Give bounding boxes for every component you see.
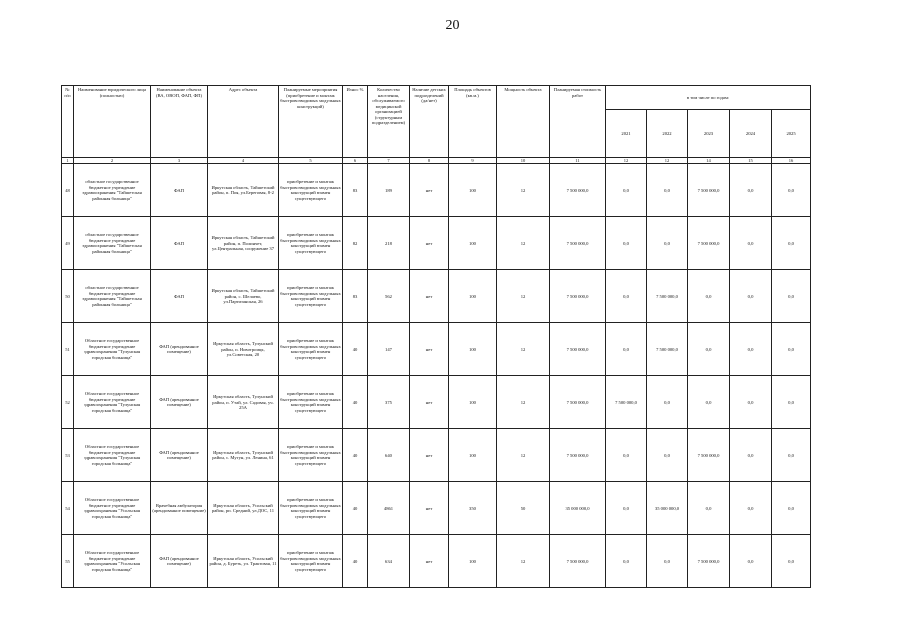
header-year: 2024: [730, 110, 772, 158]
column-number: 12: [606, 158, 647, 164]
cost-cell: 7 500 000,0: [550, 429, 606, 482]
year-2024-cell: 0,0: [730, 164, 772, 217]
area-cell: 100: [449, 535, 497, 588]
year-2024-cell: 0,0: [730, 376, 772, 429]
children-units-cell: нет: [410, 270, 449, 323]
year-2021-cell: 0,0: [606, 429, 647, 482]
row-number: 52: [62, 376, 74, 429]
area-cell: 100: [449, 164, 497, 217]
header-area: Площадь объектов (кв.м.): [449, 86, 497, 158]
organization-cell: Областное государственное бюджетное учреждение здравоохранения "Тулунская городская больница": [74, 323, 151, 376]
wear-cell: 40: [343, 482, 368, 535]
cost-cell: 7 500 000,0: [550, 217, 606, 270]
table-row: [62, 323, 811, 376]
population-cell: 218: [368, 217, 410, 270]
year-2023-cell: 0,0: [688, 376, 730, 429]
wear-cell: 82: [343, 217, 368, 270]
year-2022-cell: 0,0: [647, 164, 688, 217]
population-cell: 147: [368, 323, 410, 376]
year-2022-cell: 0,0: [647, 535, 688, 588]
year-2025-cell: 0,0: [772, 217, 811, 270]
address-cell: Иркутская область, Тайшетский район, с. Шелаево, ул.Партизанская, 26: [208, 270, 279, 323]
area-cell: 100: [449, 217, 497, 270]
row-number: 51: [62, 323, 74, 376]
year-2023-cell: 0,0: [688, 482, 730, 535]
object-name-cell: ФАП: [151, 164, 208, 217]
year-2021-cell: 0,0: [606, 535, 647, 588]
year-2025-cell: 0,0: [772, 164, 811, 217]
planned-measures-cell: приобретение и монтаж быстровозводимых модульных конструкций взамен существующего: [279, 217, 343, 270]
planned-measures-cell: приобретение и монтаж быстровозводимых модульных конструкций взамен существующего: [279, 482, 343, 535]
table-row: [62, 270, 811, 323]
year-2022-cell: 7 500 000,0: [647, 270, 688, 323]
organization-cell: областное государственное бюджетное учреждение здравоохранения "Тайшетская районная больница": [74, 164, 151, 217]
capacity-cell: 12: [497, 376, 550, 429]
column-number: 14: [688, 158, 730, 164]
wear-cell: 40: [343, 429, 368, 482]
planned-measures-cell: приобретение и монтаж быстровозводимых модульных конструкций взамен существующего: [279, 429, 343, 482]
column-number: 11: [550, 158, 606, 164]
header-wear: Износ %: [343, 86, 368, 158]
year-2024-cell: 0,0: [730, 535, 772, 588]
column-number: 12: [647, 158, 688, 164]
address-cell: Иркутская область, Тайшетский район, п. Полинчет, ул.Центральная, сооружение 37: [208, 217, 279, 270]
projects-table: [61, 85, 811, 588]
year-2024-cell: 0,0: [730, 482, 772, 535]
children-units-cell: нет: [410, 482, 449, 535]
capacity-cell: 12: [497, 164, 550, 217]
capacity-cell: 12: [497, 535, 550, 588]
year-2021-cell: 0,0: [606, 323, 647, 376]
children-units-cell: нет: [410, 323, 449, 376]
object-name-cell: ФАП (арендованное помещение): [151, 535, 208, 588]
row-number: 50: [62, 270, 74, 323]
year-2023-cell: 7 500 000,0: [688, 535, 730, 588]
object-name-cell: ФАП (арендованное помещение): [151, 429, 208, 482]
cost-cell: 7 500 000,0: [550, 164, 606, 217]
header-object-name: Наименование объекта (ВА, ОВОП, ФАП, ФП): [151, 86, 208, 158]
children-units-cell: нет: [410, 535, 449, 588]
area-cell: 100: [449, 270, 497, 323]
row-number: 49: [62, 217, 74, 270]
year-2022-cell: 35 000 000,0: [647, 482, 688, 535]
address-cell: Иркутская область, Усольский район, рп. Средний, ул.ДОС, 11: [208, 482, 279, 535]
year-2025-cell: 0,0: [772, 482, 811, 535]
year-2022-cell: 0,0: [647, 429, 688, 482]
table-row: [62, 429, 811, 482]
population-cell: 640: [368, 429, 410, 482]
year-2024-cell: 0,0: [730, 429, 772, 482]
population-cell: 189: [368, 164, 410, 217]
header-year: 2023: [688, 110, 730, 158]
wear-cell: 40: [343, 323, 368, 376]
year-2025-cell: 0,0: [772, 535, 811, 588]
population-cell: 634: [368, 535, 410, 588]
column-number: 6: [343, 158, 368, 164]
wear-cell: 40: [343, 535, 368, 588]
organization-cell: Областное государственное бюджетное учреждение здравоохранения "Усольская городская больница": [74, 482, 151, 535]
year-2021-cell: 7 500 000,0: [606, 376, 647, 429]
table-row: [62, 535, 811, 588]
object-name-cell: Врачебная амбулатория (арендованное помещение): [151, 482, 208, 535]
column-number: 3: [151, 158, 208, 164]
capacity-cell: 50: [497, 482, 550, 535]
row-number: 53: [62, 429, 74, 482]
planned-measures-cell: приобретение и монтаж быстровозводимых модульных конструкций взамен существующего: [279, 323, 343, 376]
header-population: Количество населения, обслуживаемого медицинской организацией (структурным подразделением): [368, 86, 410, 158]
address-cell: Иркутская область, Тулунский район, п. Утай, ул. Садовая, уч. 25А: [208, 376, 279, 429]
planned-measures-cell: приобретение и монтаж быстровозводимых модульных конструкций взамен существующего: [279, 270, 343, 323]
object-name-cell: ФАП: [151, 217, 208, 270]
children-units-cell: нет: [410, 429, 449, 482]
year-2023-cell: 7 500 000,0: [688, 164, 730, 217]
table-row: [62, 217, 811, 270]
year-2023-cell: 7 500 000,0: [688, 217, 730, 270]
header-year: 2022: [647, 110, 688, 158]
address-cell: Иркутская область, Тулунский район, с. Мугун, ул. Ленина, 61: [208, 429, 279, 482]
column-number: 9: [449, 158, 497, 164]
header-num: № п/п: [62, 86, 74, 158]
area-cell: 350: [449, 482, 497, 535]
planned-measures-cell: приобретение и монтаж быстровозводимых модульных конструкций взамен существующего: [279, 535, 343, 588]
header-cost: Планируемая стоимость работ: [550, 86, 606, 158]
column-number: 10: [497, 158, 550, 164]
object-name-cell: ФАП (арендованное помещение): [151, 323, 208, 376]
year-2022-cell: 7 500 000,0: [647, 323, 688, 376]
children-units-cell: нет: [410, 217, 449, 270]
address-cell: Иркутская область, Тулунский район, п. Новотроицк, ул.Советская, 20: [208, 323, 279, 376]
header-planned-measures: Планируемые мероприятия (приобретение и монтаж быстровозводимых модульных конструкций): [279, 86, 343, 158]
population-cell: 4861: [368, 482, 410, 535]
header-capacity: Мощность объекта: [497, 86, 550, 158]
year-2024-cell: 0,0: [730, 270, 772, 323]
table-row: [62, 482, 811, 535]
cost-cell: 7 500 000,0: [550, 270, 606, 323]
column-number: 15: [730, 158, 772, 164]
capacity-cell: 12: [497, 323, 550, 376]
area-cell: 100: [449, 429, 497, 482]
column-number: 7: [368, 158, 410, 164]
wear-cell: 83: [343, 270, 368, 323]
year-2021-cell: 0,0: [606, 217, 647, 270]
population-cell: 375: [368, 376, 410, 429]
table-row: [62, 376, 811, 429]
header-address: Адрес объекта: [208, 86, 279, 158]
year-2023-cell: 0,0: [688, 323, 730, 376]
year-2022-cell: 0,0: [647, 376, 688, 429]
year-2025-cell: 0,0: [772, 323, 811, 376]
year-2024-cell: 0,0: [730, 323, 772, 376]
year-2024-cell: 0,0: [730, 217, 772, 270]
object-name-cell: ФАП (арендованное помещение): [151, 376, 208, 429]
cost-cell: 35 000 000,0: [550, 482, 606, 535]
population-cell: 562: [368, 270, 410, 323]
column-number: 2: [74, 158, 151, 164]
organization-cell: Областное государственное бюджетное учреждение здравоохранения "Тулунская городская больница": [74, 429, 151, 482]
year-2021-cell: 0,0: [606, 270, 647, 323]
year-2025-cell: 0,0: [772, 429, 811, 482]
row-number: 54: [62, 482, 74, 535]
organization-cell: областное государственное бюджетное учреждение здравоохранения "Тайшетская районная больница": [74, 217, 151, 270]
capacity-cell: 12: [497, 429, 550, 482]
column-number: 8: [410, 158, 449, 164]
address-cell: Иркутская область, Усольский район, д. Буреть, ул. Трактовая, 11: [208, 535, 279, 588]
planned-measures-cell: приобретение и монтаж быстровозводимых модульных конструкций взамен существующего: [279, 376, 343, 429]
children-units-cell: нет: [410, 376, 449, 429]
capacity-cell: 12: [497, 270, 550, 323]
row-number: 48: [62, 164, 74, 217]
capacity-cell: 12: [497, 217, 550, 270]
area-cell: 100: [449, 376, 497, 429]
address-cell: Иркутская область, Тайшетский район, п. Поя, ул.Береговая, 8-2: [208, 164, 279, 217]
page-number: 20: [445, 18, 460, 33]
header-year: 2025: [772, 110, 811, 158]
organization-cell: Областное государственное бюджетное учреждение здравоохранения "Усольская городская больница": [74, 535, 151, 588]
year-2021-cell: 0,0: [606, 164, 647, 217]
year-2023-cell: 7 500 000,0: [688, 429, 730, 482]
year-2022-cell: 0,0: [647, 217, 688, 270]
year-2025-cell: 0,0: [772, 376, 811, 429]
row-number: 55: [62, 535, 74, 588]
area-cell: 100: [449, 323, 497, 376]
wear-cell: 83: [343, 164, 368, 217]
table-row: [62, 164, 811, 217]
object-name-cell: ФАП: [151, 270, 208, 323]
organization-cell: Областное государственное бюджетное учреждение здравоохранения "Тулунская городская больница": [74, 376, 151, 429]
organization-cell: областное государственное бюджетное учреждение здравоохранения "Тайшетская районная больница": [74, 270, 151, 323]
column-number: 1: [62, 158, 74, 164]
header-children-units: Наличие детских подразделений (да/нет): [410, 86, 449, 158]
wear-cell: 40: [343, 376, 368, 429]
children-units-cell: нет: [410, 164, 449, 217]
column-number: 4: [208, 158, 279, 164]
year-2025-cell: 0,0: [772, 270, 811, 323]
planned-measures-cell: приобретение и монтаж быстровозводимых модульных конструкций взамен существующего: [279, 164, 343, 217]
cost-cell: 7 500 000,0: [550, 376, 606, 429]
header-year: 2021: [606, 110, 647, 158]
header-organization: Наименование юридического лица (полностью): [74, 86, 151, 158]
cost-cell: 7 500 000,0: [550, 535, 606, 588]
cost-cell: 7 500 000,0: [550, 323, 606, 376]
column-number: 5: [279, 158, 343, 164]
header-years-group: в том числе по годам:: [606, 86, 811, 110]
year-2023-cell: 0,0: [688, 270, 730, 323]
year-2021-cell: 0,0: [606, 482, 647, 535]
column-number: 16: [772, 158, 811, 164]
